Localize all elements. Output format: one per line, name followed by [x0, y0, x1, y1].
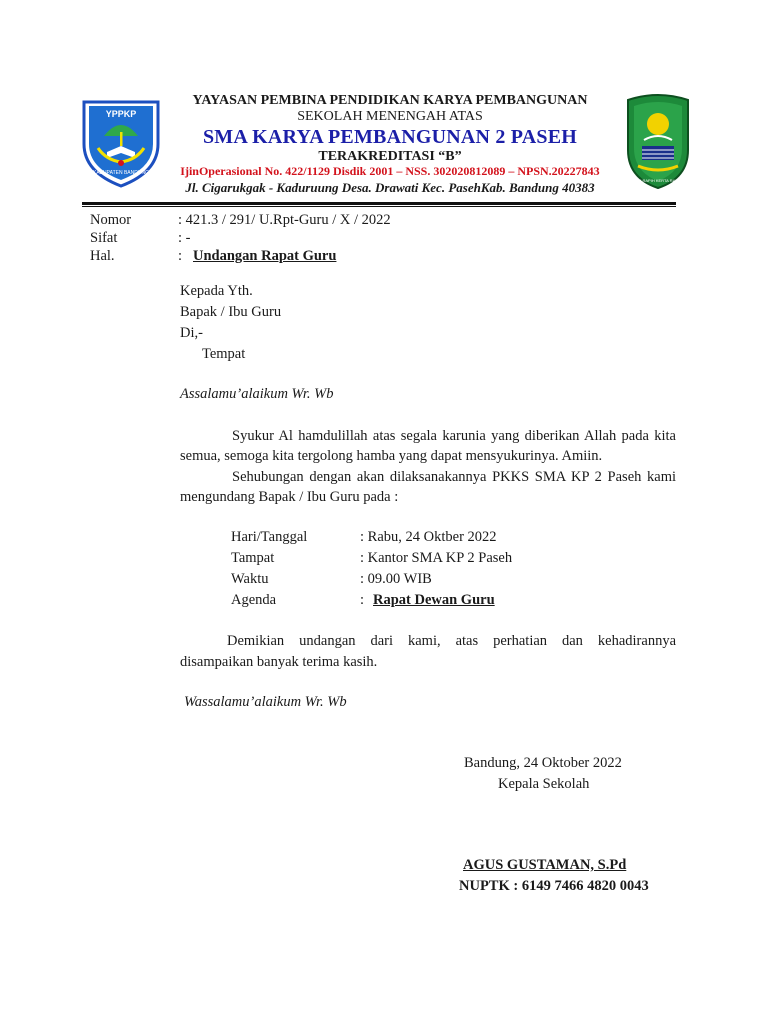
signatory-nuptk: NUPTK : 6149 7466 4820 0043 [459, 878, 649, 894]
farewell: Wassalamu’alaikum Wr. Wb [184, 694, 347, 710]
detail-time-value: : 09.00 WIB [360, 571, 432, 587]
logo-top-text: YPPKP [105, 109, 137, 119]
greeting: Assalamu’alaikum Wr. Wb [180, 386, 334, 402]
school-level: SEKOLAH MENENGAH ATAS [297, 109, 483, 124]
address-line: Jl. Cigarukgak - Kaduruung Desa. Drawati Kec. PasehKab. Bandung 40383 [185, 180, 595, 195]
closing-line2: disampaikan banyak terima kasih. [180, 654, 378, 670]
sifat-value: : - [178, 230, 191, 246]
foundation-name: YAYASAN PEMBINA PENDIDIKAN KARYA PEMBANGUNAN [192, 93, 588, 108]
header-rule-thick [82, 202, 676, 205]
paragraph2-line2: mengundang Bapak / Ibu Guru pada : [180, 489, 399, 505]
motto-text: REPEH RAPIH KERTA RAHARJA [627, 178, 689, 183]
nomor-value: : 421.3 / 291/ U.Rpt-Guru / X / 2022 [178, 212, 391, 228]
detail-day-value: : Rabu, 24 Oktber 2022 [360, 529, 497, 545]
place-date: Bandung, 24 Oktober 2022 [464, 755, 622, 771]
detail-time-label: Waktu [231, 571, 269, 587]
detail-day-label: Hari/Tanggal [231, 529, 308, 545]
sifat-label: Sifat [90, 230, 118, 246]
recipient-line2: Bapak / Ibu Guru [180, 304, 282, 320]
detail-place-value: : Kantor SMA KP 2 Paseh [360, 550, 513, 566]
closing-line1: Demikian undangan dari kami, atas perhatian dan kehadirannya [227, 633, 676, 649]
header-rule-thin [82, 206, 676, 207]
nomor-label: Nomor [90, 212, 132, 228]
detail-agenda-value: Rapat Dewan Guru [373, 592, 495, 608]
signatory-name: AGUS GUSTAMAN, S.Pd [463, 857, 627, 873]
recipient-line4: Tempat [202, 346, 246, 362]
school-name: SMA KARYA PEMBANGUNAN 2 PASEH [202, 126, 577, 148]
paragraph1-line1: Syukur Al hamdulillah atas segala karunia yang diberikan Allah pada kita [232, 428, 676, 444]
recipient-line1: Kepada Yth. [180, 283, 253, 299]
kabupaten-bandung-logo [622, 92, 694, 192]
detail-place-label: Tampat [231, 550, 275, 566]
detail-agenda-label: Agenda [231, 592, 277, 608]
detail-agenda-colon: : [360, 592, 365, 608]
license-line: IjinOperasional No. 422/1129 Disdik 2001 – NSS. 302020812089 – NPSN.20227843 [180, 164, 600, 178]
hal-colon: : [178, 248, 183, 264]
paragraph1-line2: semua, semoga kita tergolong hamba yang dapat mensyukurinya. Amiin. [180, 448, 603, 464]
paragraph2-line1: Sehubungan dengan akan dilaksanakannya PKKS SMA KP 2 Paseh kami [232, 469, 676, 485]
accreditation: TERAKREDITASI “B” [318, 149, 462, 164]
hal-label: Hal. [90, 248, 115, 264]
recipient-line3: Di,- [180, 325, 203, 341]
hal-value: Undangan Rapat Guru [193, 248, 337, 264]
signatory-title: Kepala Sekolah [498, 776, 590, 792]
logo-bottom-text: KABUPATEN BANDUNG [93, 170, 149, 176]
